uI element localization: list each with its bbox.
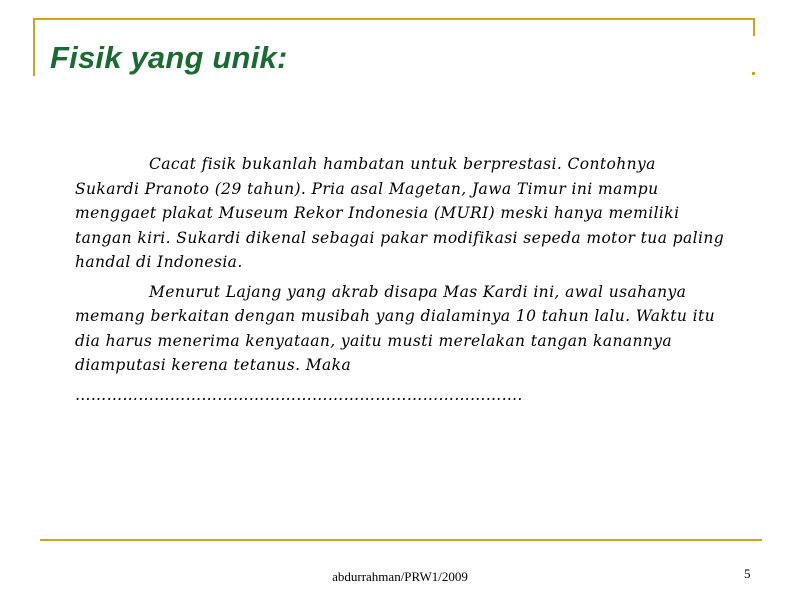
slide-body <box>75 152 725 407</box>
left-border-line <box>33 18 35 76</box>
top-border-line <box>33 18 755 20</box>
slide-title: Fisik yang unik: <box>50 40 288 75</box>
footer-divider <box>40 539 762 541</box>
page-number: 5 <box>744 566 751 581</box>
accent-dot <box>752 72 755 75</box>
right-border-line <box>753 18 755 36</box>
footer-author: abdurrahman/PRW1/2009 <box>332 569 468 584</box>
ellipsis-dots: …………………………………………………………………………. <box>75 385 523 404</box>
paragraph-1: Cacat fisik bukanlah hambatan untuk berprestasi. Contohnya Sukardi Pranoto (29 tahun). Pria asal Magetan, Jawa Timur ini mampu menggaet plakat Museum Rekor Indonesia (MURI) meski hanya memiliki tangan kiri. Sukardi dikenal sebagai pakar modifikasi sepeda motor tua paling handal di Indonesia. <box>75 155 725 271</box>
paragraph-2: Menurut Lajang yang akrab disapa Mas Kardi ini, awal usahanya memang berkaitan dengan musibah yang dialaminya 10 tahun lalu. Waktu itu dia harus menerima kenyataan, yaitu musti merelakan tangan kanannya diamputasi kerena tetanus. Maka <box>75 282 715 374</box>
